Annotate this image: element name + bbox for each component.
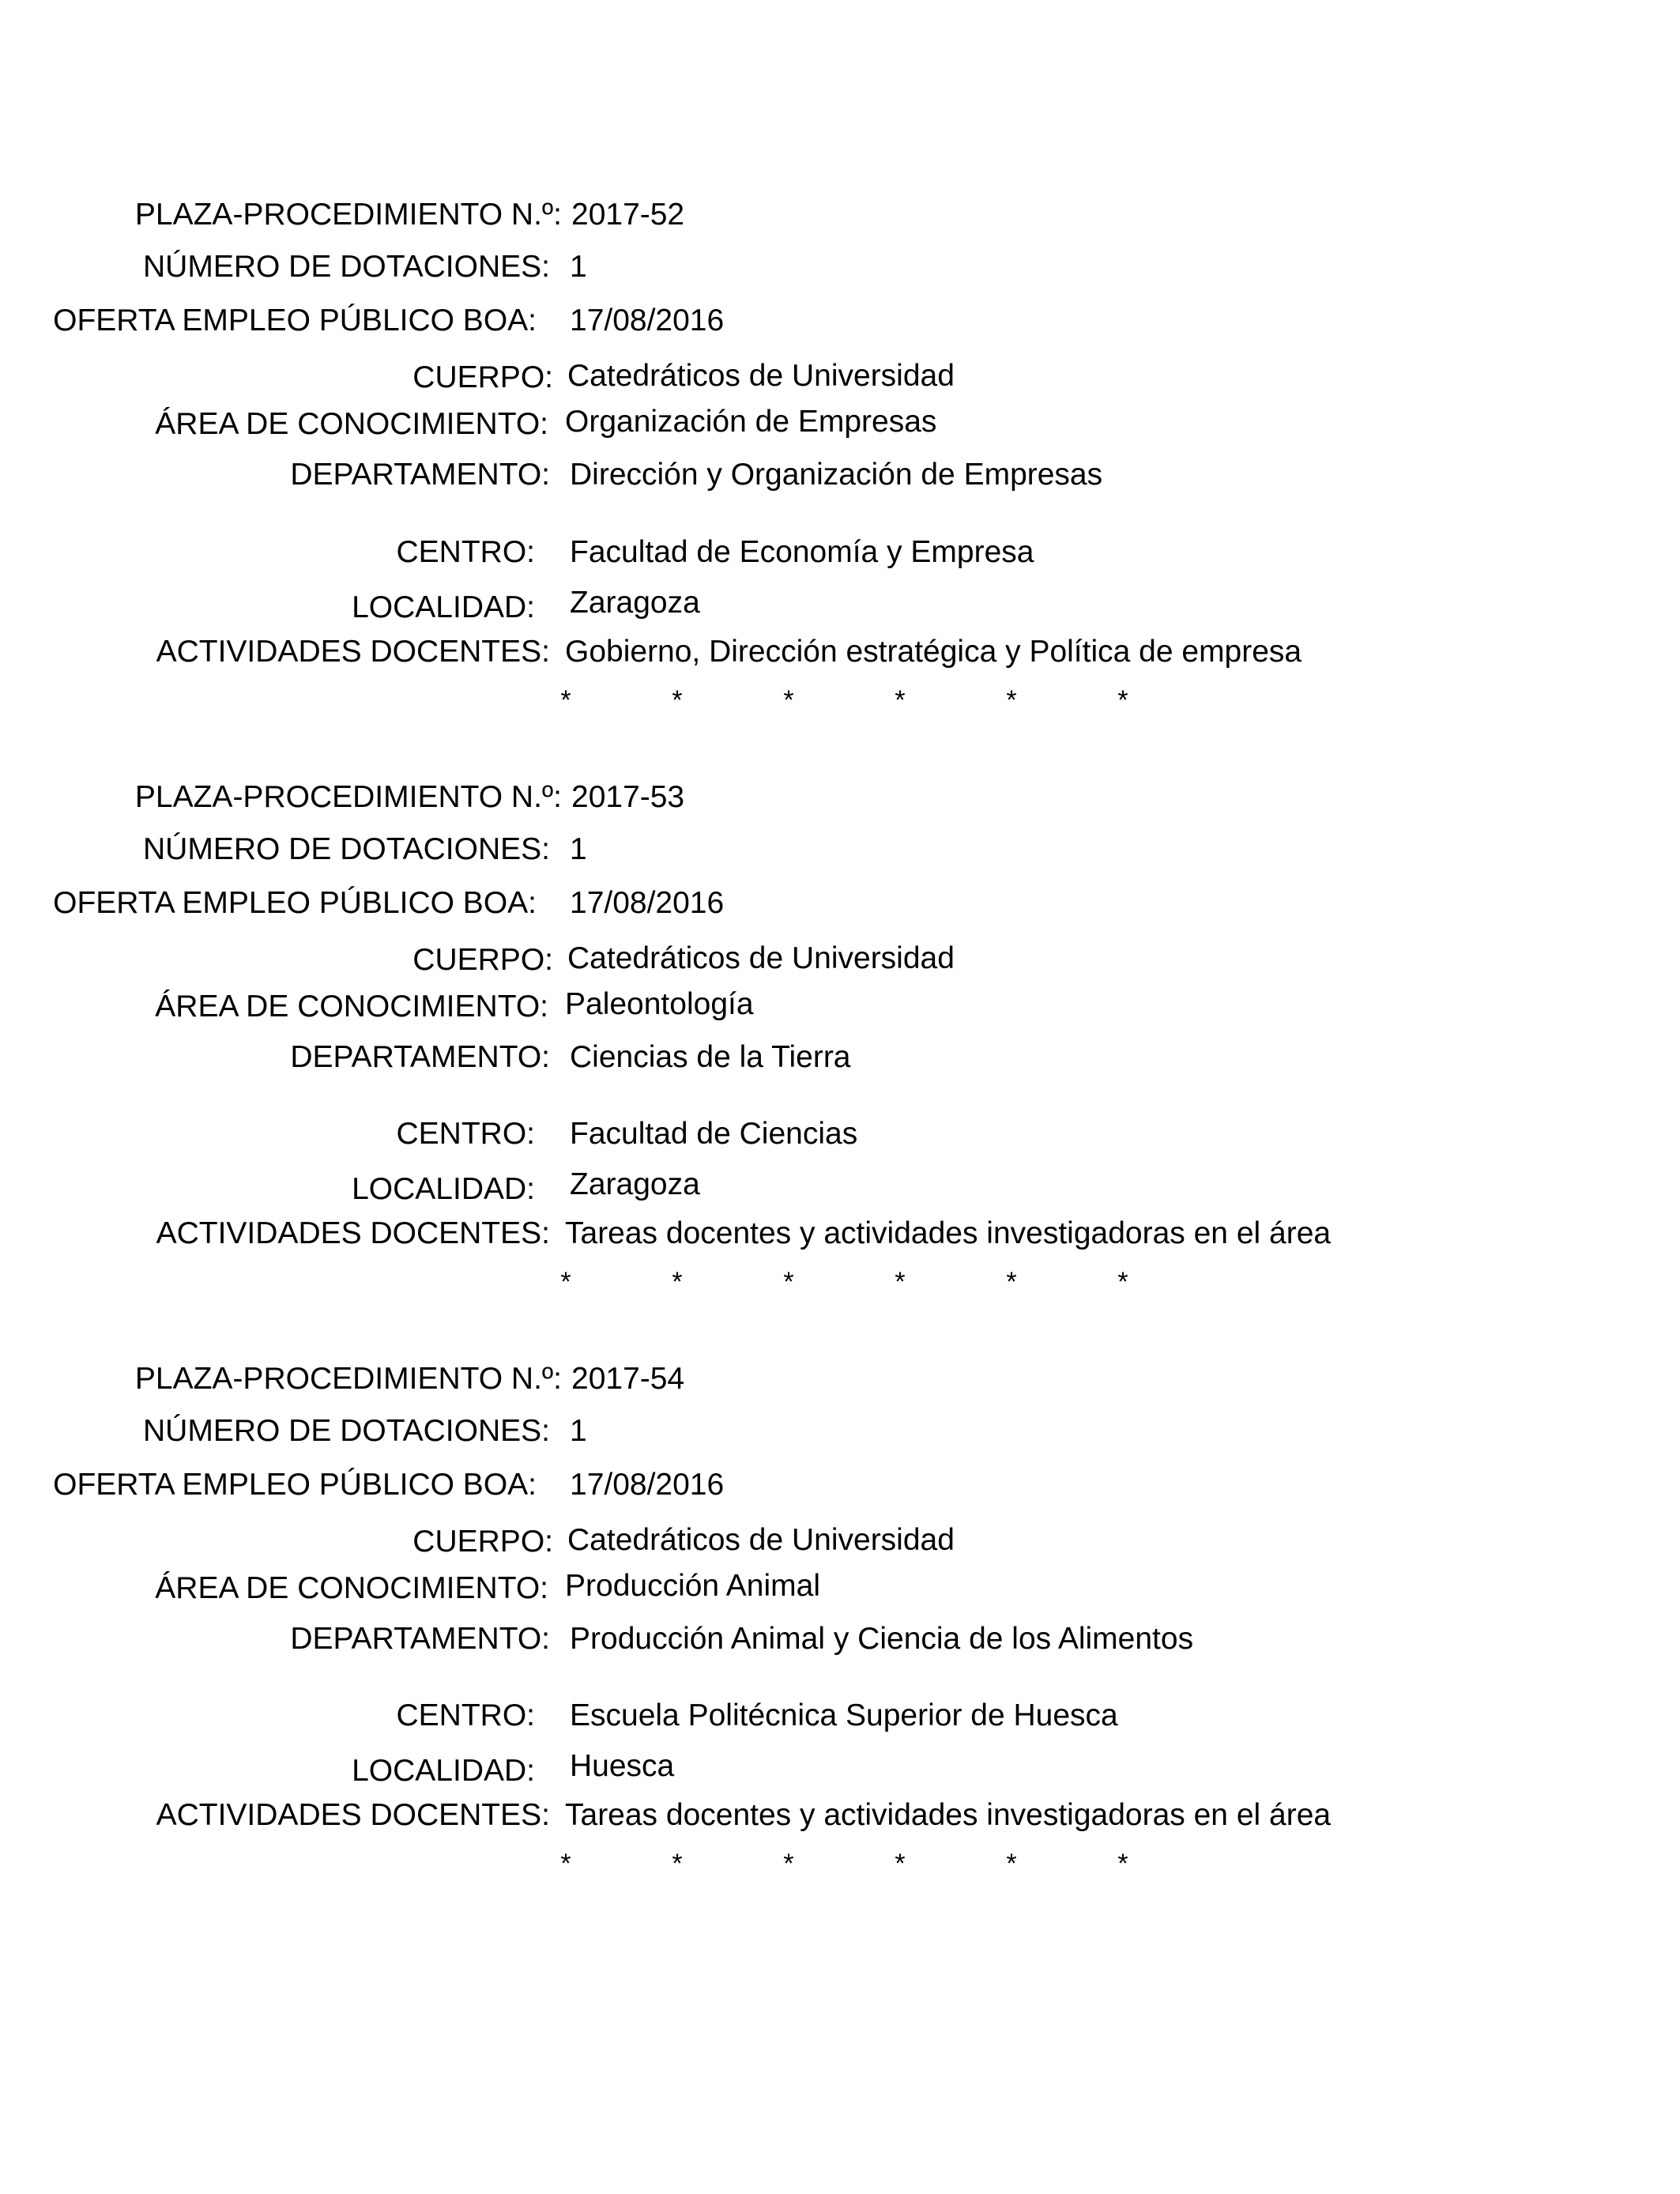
departamento-label: DEPARTAMENTO: [290, 458, 550, 492]
oferta-value: 17/08/2016 [570, 1468, 725, 1502]
plaza-value: 2017-53 [571, 780, 685, 814]
area-label: ÁREA DE CONOCIMIENTO: [155, 407, 548, 441]
separator-star: * [1117, 685, 1128, 715]
localidad-label: LOCALIDAD: [352, 1754, 535, 1788]
departamento-value: Producción Animal y Ciencia de los Alimentos [570, 1622, 1194, 1656]
cuerpo-value: Catedráticos de Universidad [567, 1523, 955, 1557]
cuerpo-label: CUERPO: [412, 360, 553, 394]
dotaciones-label: NÚMERO DE DOTACIONES: [143, 250, 550, 284]
separator-star: * [560, 1267, 571, 1297]
area-value: Producción Animal [565, 1569, 821, 1603]
dotaciones-label: NÚMERO DE DOTACIONES: [143, 1414, 550, 1448]
dotaciones-value: 1 [570, 250, 587, 284]
centro-label: CENTRO: [396, 1698, 535, 1732]
oferta-label: OFERTA EMPLEO PÚBLICO BOA: [53, 886, 537, 920]
dotaciones-value: 1 [570, 832, 587, 866]
separator-star: * [1117, 1849, 1128, 1879]
separator-star: * [560, 685, 571, 715]
separator-star: * [783, 1267, 794, 1297]
localidad-value: Zaragoza [570, 586, 700, 620]
dotaciones-label: NÚMERO DE DOTACIONES: [143, 832, 550, 866]
area-label: ÁREA DE CONOCIMIENTO: [155, 1571, 548, 1605]
actividades-value: Gobierno, Dirección estratégica y Política de empresa [565, 635, 1302, 669]
plaza-label: PLAZA-PROCEDIMIENTO N.º: [134, 1362, 562, 1396]
separator-star: * [672, 685, 683, 715]
separator-star: * [895, 1267, 906, 1297]
separator-star: * [783, 685, 794, 715]
oferta-value: 17/08/2016 [570, 303, 725, 337]
cuerpo-value: Catedráticos de Universidad [567, 359, 955, 393]
separator-star: * [1006, 1267, 1017, 1297]
separator-star: * [895, 685, 906, 715]
oferta-value: 17/08/2016 [570, 886, 725, 920]
separator-star: * [1006, 1849, 1017, 1879]
oferta-label: OFERTA EMPLEO PÚBLICO BOA: [53, 1468, 537, 1502]
dotaciones-value: 1 [570, 1414, 587, 1448]
separator-star: * [895, 1849, 906, 1879]
separator-star: * [783, 1849, 794, 1879]
cuerpo-label: CUERPO: [412, 1525, 553, 1559]
departamento-label: DEPARTAMENTO: [290, 1622, 550, 1656]
plaza-value: 2017-52 [571, 198, 685, 232]
actividades-value: Tareas docentes y actividades investigadoras en el área [565, 1798, 1332, 1832]
area-label: ÁREA DE CONOCIMIENTO: [155, 990, 548, 1023]
actividades-value: Tareas docentes y actividades investigadoras en el área [565, 1216, 1332, 1250]
departamento-label: DEPARTAMENTO: [290, 1040, 550, 1074]
localidad-value: Huesca [570, 1749, 675, 1783]
cuerpo-value: Catedráticos de Universidad [567, 941, 955, 975]
separator-star: * [672, 1849, 683, 1879]
oferta-label: OFERTA EMPLEO PÚBLICO BOA: [53, 303, 537, 337]
centro-label: CENTRO: [396, 535, 535, 569]
actividades-label: ACTIVIDADES DOCENTES: [156, 1798, 550, 1832]
plaza-label: PLAZA-PROCEDIMIENTO N.º: [134, 198, 562, 232]
separator-stars [0, 684, 1680, 716]
area-value: Organización de Empresas [565, 405, 937, 439]
separator-star: * [560, 1849, 571, 1879]
actividades-label: ACTIVIDADES DOCENTES: [156, 1216, 550, 1250]
centro-value: Facultad de Economía y Empresa [570, 535, 1034, 569]
separator-stars [0, 1848, 1680, 1879]
plaza-value: 2017-54 [571, 1362, 685, 1396]
localidad-label: LOCALIDAD: [352, 1172, 535, 1206]
departamento-value: Ciencias de la Tierra [570, 1040, 851, 1074]
cuerpo-label: CUERPO: [412, 943, 553, 977]
centro-value: Facultad de Ciencias [570, 1117, 858, 1151]
separator-star: * [1117, 1267, 1128, 1297]
separator-star: * [1006, 685, 1017, 715]
plaza-label: PLAZA-PROCEDIMIENTO N.º: [134, 780, 562, 814]
separator-stars [0, 1266, 1680, 1298]
centro-label: CENTRO: [396, 1117, 535, 1151]
departamento-value: Dirección y Organización de Empresas [570, 458, 1103, 492]
separator-star: * [672, 1267, 683, 1297]
localidad-value: Zaragoza [570, 1167, 700, 1201]
localidad-label: LOCALIDAD: [352, 590, 535, 624]
centro-value: Escuela Politécnica Superior de Huesca [570, 1698, 1118, 1732]
actividades-label: ACTIVIDADES DOCENTES: [156, 635, 550, 669]
area-value: Paleontología [565, 987, 754, 1021]
